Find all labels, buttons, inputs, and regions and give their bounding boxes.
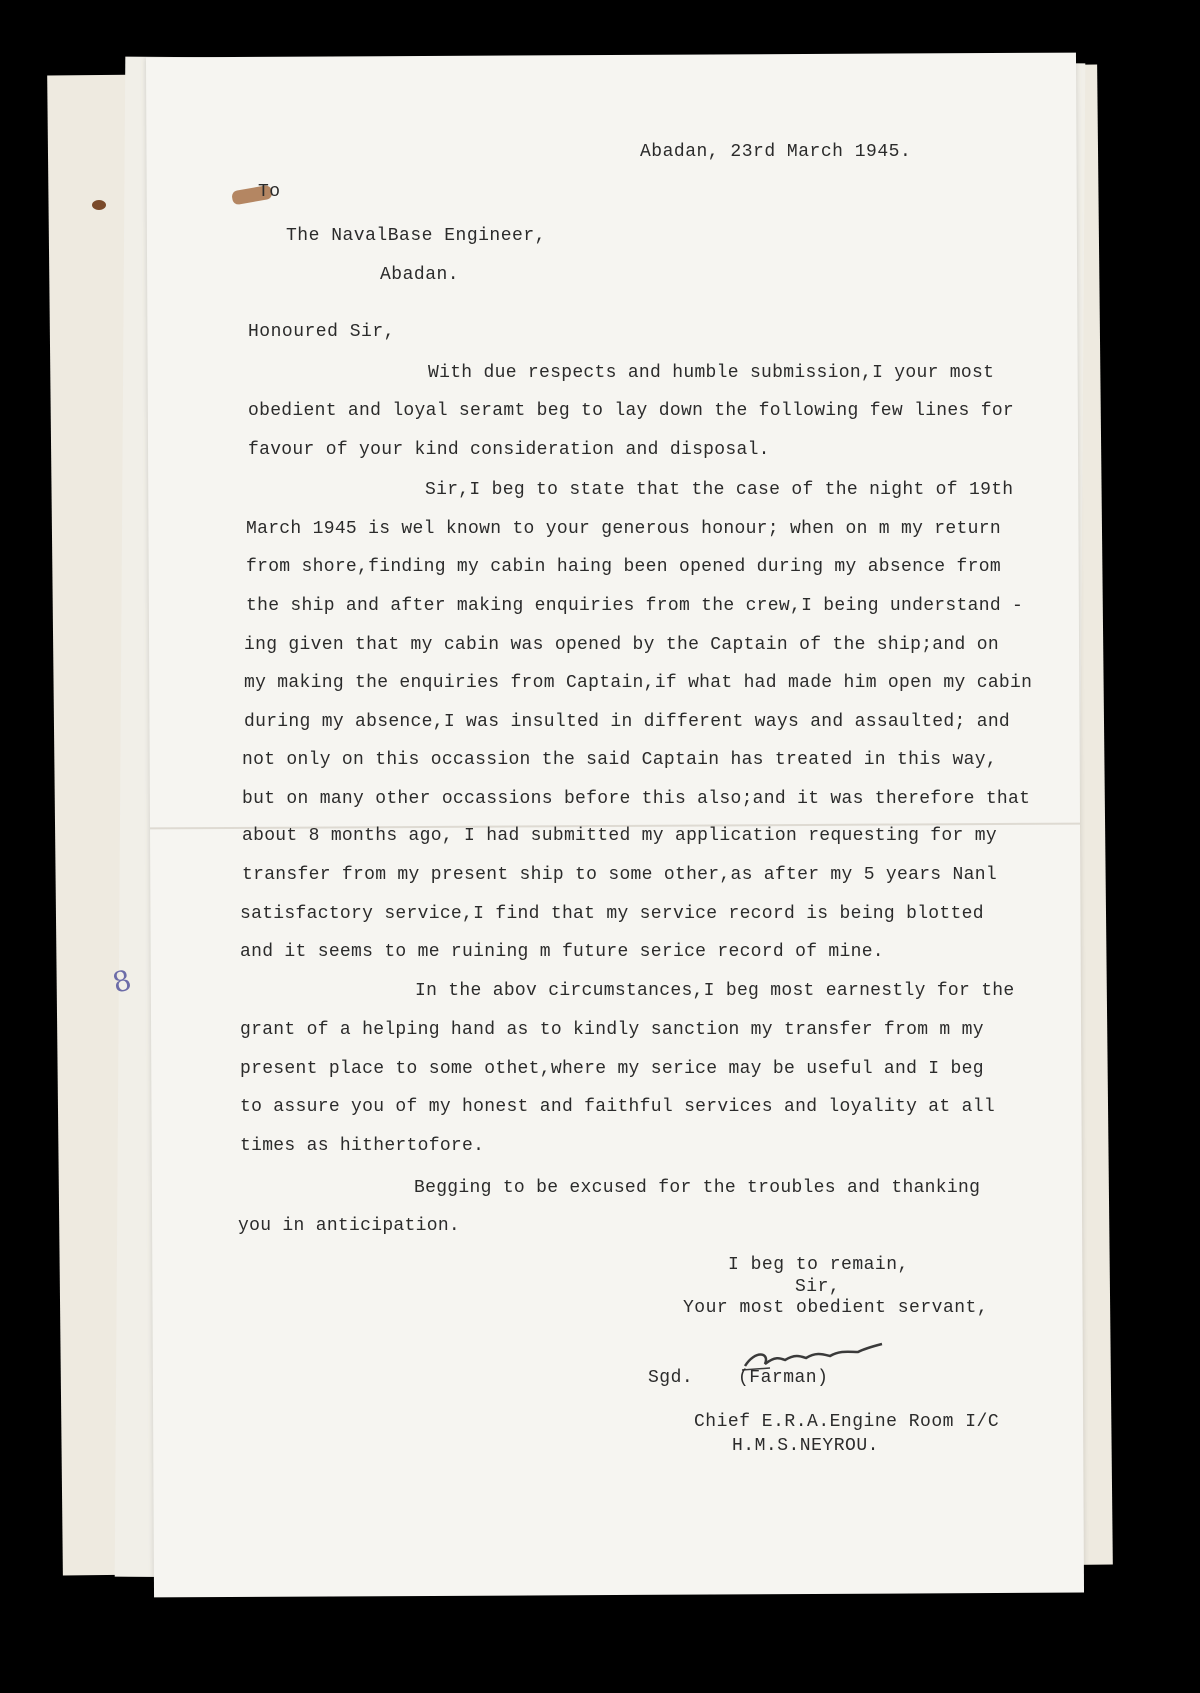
pencil-annotation: 8 (109, 963, 135, 1000)
body-line: Sir,I beg to state that the case of the night of 19th (425, 480, 1014, 500)
body-line: about 8 months ago, I had submitted my application requesting for my (242, 826, 997, 846)
body-line: In the abov circumstances,I beg most earnestly for the (415, 981, 1015, 1001)
body-line: not only on this occassion the said Captain has treated in this way, (242, 750, 997, 770)
closing-line: Your most obedient servant, (683, 1298, 989, 1318)
closing-line: I beg to remain, (728, 1255, 909, 1275)
body-line: grant of a helping hand as to kindly sanction my transfer from m my (240, 1020, 984, 1040)
signatory-name: (Farman) (738, 1368, 829, 1388)
body-line: transfer from my present ship to some other,as after my 5 years Nanl (242, 865, 997, 885)
body-line: favour of your kind consideration and disposal. (248, 440, 770, 460)
body-line: my making the enquiries from Captain,if what had made him open my cabin (244, 673, 1033, 693)
letter-page (146, 53, 1084, 1598)
stain-mark (92, 200, 106, 210)
body-line: obedient and loyal seramt beg to lay down the following few lines for (248, 401, 1015, 421)
sgd-label: Sgd. (648, 1368, 694, 1388)
body-line: times as hithertofore. (240, 1136, 485, 1156)
ship-name: H.M.S.NEYROU. (732, 1436, 879, 1456)
recipient-line-1: The NavalBase Engineer, (286, 226, 546, 246)
salutation: Honoured Sir, (248, 322, 395, 342)
body-line: but on many other occassions before this also;and it was therefore that (242, 789, 1031, 809)
to-marker: To (258, 182, 281, 202)
body-line: ing given that my cabin was opened by the Captain of the ship;and on (244, 635, 999, 655)
body-line: the ship and after making enquiries from the crew,I being understand - (246, 596, 1024, 616)
body-line: from shore,finding my cabin haing been opened during my absence from (246, 557, 1001, 577)
body-line: to assure you of my honest and faithful services and loyality at all (240, 1097, 995, 1117)
body-line: satisfactory service,I find that my service record is being blotted (240, 904, 984, 924)
body-line: you in anticipation. (238, 1216, 461, 1236)
body-line: present place to some othet,where my serice may be useful and I beg (240, 1059, 984, 1079)
signatory-title: Chief E.R.A.Engine Room I/C (694, 1412, 1000, 1432)
body-line: March 1945 is wel known to your generous honour; when on m my return (246, 519, 1001, 539)
recipient-line-2: Abadan. (380, 265, 460, 285)
body-line: and it seems to me ruining m future serice record of mine. (240, 942, 884, 962)
closing-line: Sir, (795, 1277, 841, 1297)
body-line: With due respects and humble submission,I your most (428, 363, 995, 383)
place-date: Abadan, 23rd March 1945. (640, 142, 912, 162)
body-line: Begging to be excused for the troubles and thanking (414, 1178, 981, 1198)
body-line: during my absence,I was insulted in different ways and assaulted; and (244, 712, 1011, 732)
